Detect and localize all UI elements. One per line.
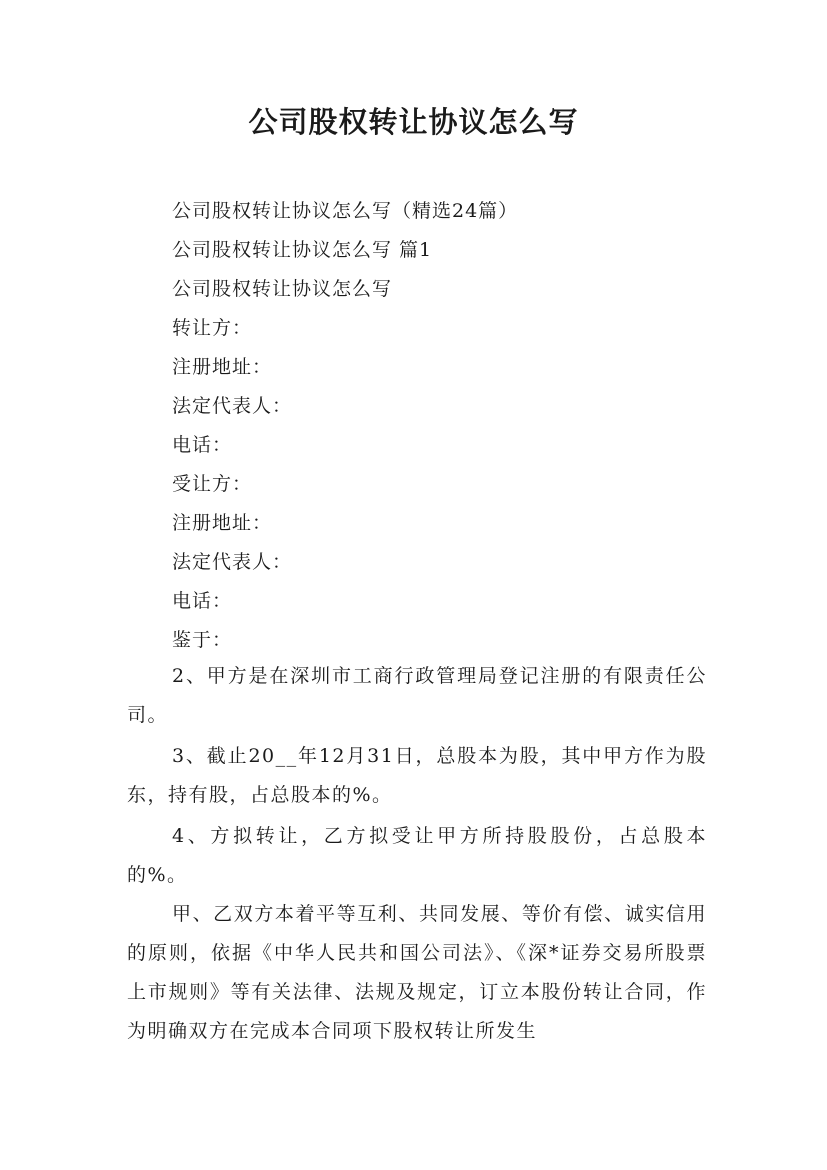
body-paragraph: 甲、乙双方本着平等互利、共同发展、等价有偿、诚实信用的原则，依据《中华人民共和国公司法》、《深*证券交易所股票上市规则》等有关法律、法规及规定，订立本股份转让合同，作为明确双方在完成本合同项下股权转让所发生 — [127, 903, 707, 1042]
transferee-address-label: 注册地址： — [172, 512, 273, 534]
transferor-phone-label: 电话： — [172, 434, 233, 456]
agreement-name-line: 公司股权转让协议怎么写 — [172, 278, 393, 300]
transferee-representative-label: 法定代表人： — [172, 551, 293, 573]
transferor-address-label: 注册地址： — [172, 356, 273, 378]
transferee-phone-label: 电话： — [172, 590, 233, 612]
clause-paragraph: 4、方拟转让，乙方拟受让甲方所持股股份，占总股本的%。 — [127, 825, 707, 886]
document-title: 公司股权转让协议怎么写 — [248, 105, 579, 139]
clause-paragraph: 3、截止20__年12月31日，总股本为股，其中甲方作为股东，持有股，占总股本的%。 — [127, 745, 707, 806]
transferor-representative-label: 法定代表人： — [172, 395, 293, 417]
whereas-label: 鉴于： — [172, 629, 233, 651]
transferee-label: 受让方： — [172, 473, 253, 495]
transferor-label: 转让方： — [172, 317, 253, 339]
subtitle-line: 公司股权转让协议怎么写（精选24篇） — [172, 200, 519, 222]
clause-paragraph: 2、甲方是在深圳市工商行政管理局登记注册的有限责任公司。 — [127, 665, 707, 726]
section-heading: 公司股权转让协议怎么写 篇1 — [172, 239, 433, 261]
